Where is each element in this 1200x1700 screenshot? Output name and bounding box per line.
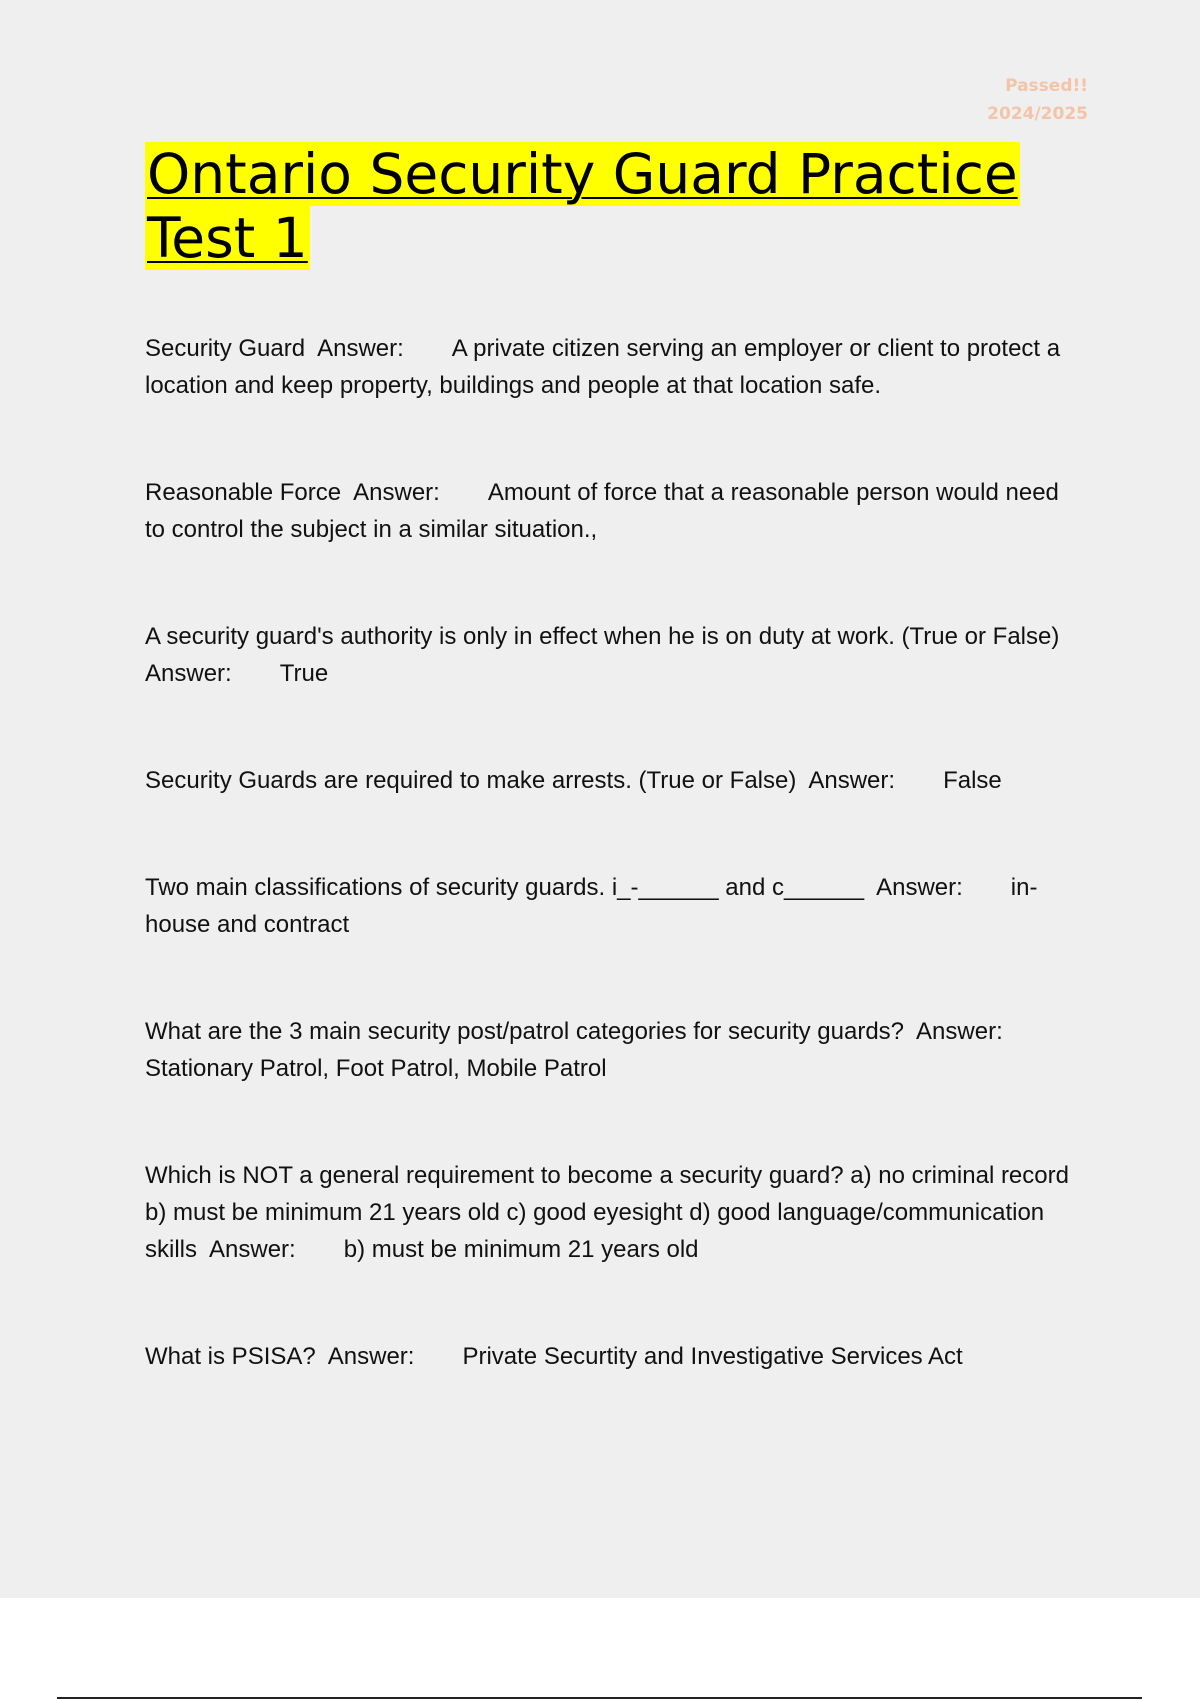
qa-item: [145, 618, 1085, 692]
footer-divider: [57, 1697, 1142, 1699]
qa-list: [145, 330, 1085, 1375]
qa-answer: A private citizen serving an employer or client to protect a location and keep property, buildings and people at that location safe.: [145, 335, 1061, 399]
qa-question: What is PSISA?: [145, 1343, 316, 1370]
watermark-line-2: 2024/2025: [987, 104, 1088, 124]
qa-answer-label: Answer:: [808, 767, 896, 794]
qa-item: [145, 1013, 1085, 1087]
qa-question: Security Guard: [145, 335, 306, 362]
qa-answer-label: Answer:: [916, 1018, 1003, 1045]
qa-question: Which is NOT a general requirement to become a security guard? a) no criminal record b) must be minimum 21 years old c) good eyesight d) good language/communication skills: [145, 1162, 1069, 1263]
qa-question: A security guard's authority is only in effect when he is on duty at work. (True or False): [145, 623, 1060, 650]
qa-question: Reasonable Force: [145, 479, 342, 506]
qa-answer: Amount of force that a reasonable person would need to control the subject in a similar situation.,: [145, 479, 1059, 543]
qa-answer-label: Answer:: [876, 874, 963, 901]
qa-answer-label: Answer:: [145, 660, 232, 687]
qa-item: [145, 1157, 1085, 1268]
qa-item: [145, 1338, 1085, 1375]
qa-answer: b) must be minimum 21 years old: [343, 1236, 699, 1263]
qa-item: [145, 869, 1085, 943]
qa-answer-label: Answer:: [317, 335, 404, 362]
qa-question: What are the 3 main security post/patrol categories for security guards?: [145, 1018, 905, 1045]
qa-question: Two main classifications of security guards. i_-______ and c______: [145, 874, 865, 901]
qa-answer: False: [943, 767, 1002, 794]
watermark-line-1: Passed!!: [1005, 76, 1088, 96]
title-line-2: Test 1: [147, 206, 308, 270]
qa-answer-label: Answer:: [209, 1236, 296, 1263]
title-line-1: Ontario Security Guard Practice: [147, 142, 1018, 206]
qa-item: [145, 474, 1085, 548]
qa-answer: Stationary Patrol, Foot Patrol, Mobile Patrol: [145, 1055, 607, 1082]
document-title: [145, 142, 1045, 270]
qa-question: Security Guards are required to make arrests. (True or False): [145, 767, 797, 794]
qa-answer-label: Answer:: [327, 1343, 415, 1370]
qa-item: [145, 762, 1085, 799]
qa-answer-label: Answer:: [353, 479, 440, 506]
qa-answer: in-house and contract: [145, 874, 1038, 938]
qa-answer: Private Securtity and Investigative Services Act: [462, 1343, 963, 1370]
qa-item: [145, 330, 1085, 404]
watermark-stamp: [987, 72, 1088, 128]
qa-answer: True: [279, 660, 329, 687]
